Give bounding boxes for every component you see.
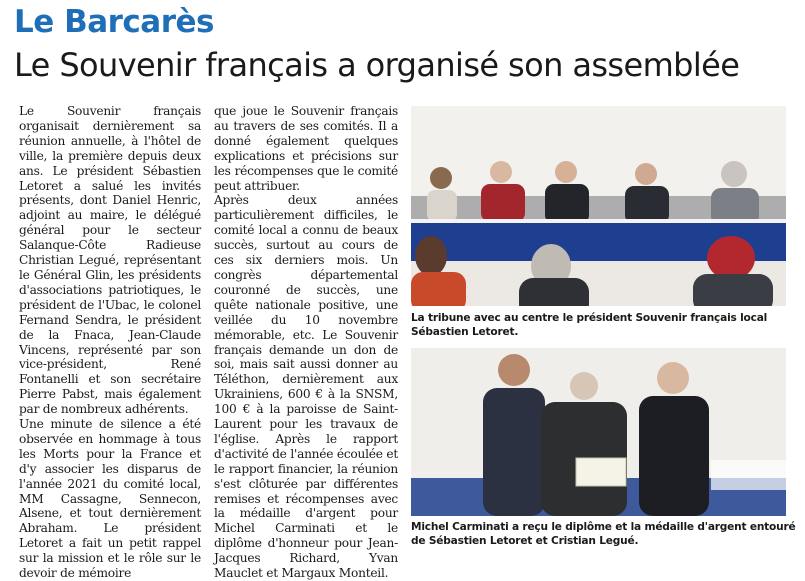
section-kicker: Le Barcarès <box>14 4 214 40</box>
headline: Le Souvenir français a organisé son assemblée <box>14 46 740 84</box>
photo-tribune-caption: La tribune avec au centre le président Souvenir français local Sébastien Letoret. <box>411 312 768 338</box>
paragraph: Une minute de silence a été observée en hommage à tous les Morts pour la France et d'y associer les disparus de l'année 2021 du comité local, MM Cassagne, Sennecon, Alsene, et tout dernièrement Abraham. Le président Letoret a fait un petit rappel sur la mission et le rôle sur le devoir de mémoire <box>19 417 201 581</box>
paragraph: Après deux années particulièrement difficiles, le comité local a connu de beaux succès, surtout au cours de ces six derniers mois. Un congrès départemental couronné de succès, une quête nationale positive, une veillée du 10 novembre mémorable, etc. Le Souvenir français demande un don de soi, mais sait aussi donner au Téléthon, dernièrement aux Ukrainiens, 600 € à la SNSM, 100 € à la paroisse de Saint-Laurent pour les travaux de l'église. Après le rapport d'activité de l'année écoulée et le rapport financier, la réunion s'est clôturée par différentes remises et récompenses avec la médaille d'argent pour Michel Carminati et le diplôme d'honneur pour Jean-Jacques Richard, Yvan Mauclet et Margaux Monteil. <box>214 193 398 581</box>
photo-diploma-caption: Michel Carminati a reçu le diplôme et la médaille d'argent entouré de Sébastien Letoret et Cristian Legué. <box>411 521 796 547</box>
photo-diploma <box>411 348 786 516</box>
paragraph: que joue le Souvenir français au travers de ses comités. Il a donné également quelques explications et précisions sur les récompenses que le comité peut attribuer. <box>214 104 398 193</box>
article-column-1 <box>19 104 201 581</box>
photo-tribune <box>411 106 786 306</box>
article-column-2 <box>214 104 398 581</box>
photo-diploma-illustration <box>411 348 786 516</box>
photo-tribune-illustration <box>411 106 786 306</box>
paragraph: Le Souvenir français organisait dernièrement sa réunion annuelle, à l'hôtel de ville, la première depuis deux ans. Le président Sébastien Letoret a salué les invités présents, dont Daniel Henric, adjoint au maire, le délégué général pour le secteur Salanque-Côte Radieuse Christian Legué, représentant le Général Glin, les présidents d'associations patriotiques, le président de l'Ubac, le colonel Fernand Sendra, le président de la Fnaca, Jean-Claude Vincens, représenté par son vice-président, René Fontanelli et son secrétaire Pierre Pabst, mais également par de nombreux adhérents. <box>19 104 201 417</box>
